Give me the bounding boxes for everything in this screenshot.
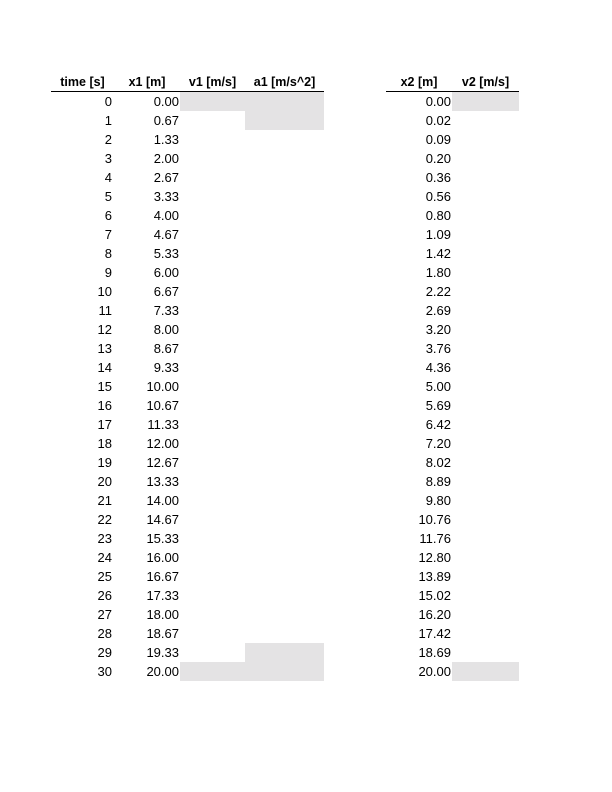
- v1-cell: [180, 567, 245, 586]
- x2-cell: 17.42: [418, 626, 451, 641]
- v2-header: v2 [m/s]: [461, 75, 510, 89]
- x1-cell: 6.67: [153, 284, 179, 299]
- x2-cell: 7.20: [425, 436, 451, 451]
- x1-cell: 3.33: [153, 189, 179, 204]
- x2-cell: 0.56: [425, 189, 451, 204]
- table-row: [51, 396, 324, 415]
- a1-cell: [245, 320, 324, 339]
- x2-cell: 8.02: [425, 455, 451, 470]
- v1-cell: [180, 510, 245, 529]
- x2-cell: 12.80: [418, 550, 451, 565]
- v1-cell: [180, 301, 245, 320]
- time-cell: 23: [97, 531, 112, 546]
- a1-cell: [245, 396, 324, 415]
- time-cell: 3: [104, 151, 112, 166]
- v1-cell: [180, 624, 245, 643]
- table-row: [386, 92, 519, 111]
- time-cell: 27: [97, 607, 112, 622]
- a1-cell: [245, 130, 324, 149]
- time-cell: 21: [97, 493, 112, 508]
- table-row: [386, 491, 519, 510]
- v2-cell: [452, 434, 519, 453]
- x1-cell: 12.67: [146, 455, 179, 470]
- time-cell: 22: [97, 512, 112, 527]
- a1-cell: [245, 529, 324, 548]
- a1-cell: [245, 510, 324, 529]
- x1-cell: 0.00: [153, 94, 179, 109]
- table-row: [386, 339, 519, 358]
- time-cell: 29: [97, 645, 112, 660]
- table-row: [51, 453, 324, 472]
- v1-cell: [180, 529, 245, 548]
- a1-cell: [245, 358, 324, 377]
- v2-cell: [452, 187, 519, 206]
- a1-cell: [245, 453, 324, 472]
- v1-cell: [180, 472, 245, 491]
- v1-cell: [180, 605, 245, 624]
- time-cell: 7: [104, 227, 112, 242]
- v2-cell: [452, 301, 519, 320]
- table-row: [51, 434, 324, 453]
- table-row: [386, 662, 519, 681]
- v2-cell: [452, 415, 519, 434]
- x2-cell: 3.76: [425, 341, 451, 356]
- v2-cell: [452, 548, 519, 567]
- x1-cell: 4.00: [153, 208, 179, 223]
- v1-cell: [180, 377, 245, 396]
- x2-cell: 20.00: [418, 664, 451, 679]
- x2-cell: 5.69: [425, 398, 451, 413]
- time-cell: 17: [97, 417, 112, 432]
- x2-cell: 15.02: [418, 588, 451, 603]
- table-row: [386, 130, 519, 149]
- x2-cell: 0.20: [425, 151, 451, 166]
- table-row: [51, 187, 324, 206]
- v2-cell: [452, 339, 519, 358]
- table-row: [51, 301, 324, 320]
- x2-cell: 2.69: [425, 303, 451, 318]
- v2-cell: [452, 111, 519, 130]
- x1-cell: 12.00: [146, 436, 179, 451]
- time-cell: 26: [97, 588, 112, 603]
- a1-cell: [245, 377, 324, 396]
- time-cell: 28: [97, 626, 112, 641]
- a1-cell: [245, 149, 324, 168]
- x1-cell: 10.67: [146, 398, 179, 413]
- table-row: [386, 605, 519, 624]
- x1-cell: 5.33: [153, 246, 179, 261]
- x2-cell: 9.80: [425, 493, 451, 508]
- table-row: [386, 453, 519, 472]
- x1-cell: 7.33: [153, 303, 179, 318]
- v2-cell: [452, 529, 519, 548]
- v1-cell: [180, 244, 245, 263]
- x1-cell: 8.67: [153, 341, 179, 356]
- a1-cell: [245, 662, 324, 681]
- v1-cell: [180, 434, 245, 453]
- table-row: [51, 586, 324, 605]
- time-cell: 11: [98, 303, 112, 318]
- time-cell: 1: [104, 113, 112, 128]
- table-row: [51, 320, 324, 339]
- table-row: [386, 567, 519, 586]
- x1-cell: 18.00: [146, 607, 179, 622]
- x2-cell: 2.22: [425, 284, 451, 299]
- a1-cell: [245, 548, 324, 567]
- v1-cell: [180, 320, 245, 339]
- v2-cell: [452, 206, 519, 225]
- time-cell: 18: [97, 436, 112, 451]
- a1-cell: [245, 282, 324, 301]
- time-cell: 6: [104, 208, 112, 223]
- a1-cell: [245, 624, 324, 643]
- v1-cell: [180, 282, 245, 301]
- a1-cell: [245, 206, 324, 225]
- table-row: [51, 624, 324, 643]
- time-cell: 24: [97, 550, 112, 565]
- a1-cell: [245, 92, 324, 111]
- x1-cell: 19.33: [146, 645, 179, 660]
- table-row: [51, 168, 324, 187]
- time-cell: 25: [97, 569, 112, 584]
- table-row: [51, 491, 324, 510]
- table-row: [386, 111, 519, 130]
- table-row: [51, 358, 324, 377]
- x1-cell: 9.33: [153, 360, 179, 375]
- v1-cell: [180, 92, 245, 111]
- time-cell: 14: [97, 360, 112, 375]
- table-row: [51, 130, 324, 149]
- x1-cell: 2.67: [153, 170, 179, 185]
- v1-cell: [180, 548, 245, 567]
- v1-cell: [180, 415, 245, 434]
- table-row: [386, 358, 519, 377]
- v1-cell: [180, 187, 245, 206]
- a1-cell: [245, 168, 324, 187]
- a1-cell: [245, 263, 324, 282]
- v1-header: v1 [m/s]: [188, 75, 237, 89]
- x2-cell: 1.09: [425, 227, 451, 242]
- time-cell: 30: [97, 664, 112, 679]
- x2-cell: 8.89: [425, 474, 451, 489]
- x1-cell: 0.67: [153, 113, 179, 128]
- v2-cell: [452, 643, 519, 662]
- a1-cell: [245, 586, 324, 605]
- v1-cell: [180, 491, 245, 510]
- x2-cell: 0.00: [425, 94, 451, 109]
- x2-cell: 0.80: [425, 208, 451, 223]
- a1-cell: [245, 244, 324, 263]
- time-cell: 2: [104, 132, 112, 147]
- table-row: [51, 548, 324, 567]
- table-row: [386, 377, 519, 396]
- x2-cell: 13.89: [418, 569, 451, 584]
- x1-cell: 8.00: [153, 322, 179, 337]
- a1-cell: [245, 339, 324, 358]
- time-cell: 10: [97, 284, 112, 299]
- v1-cell: [180, 662, 245, 681]
- x2-cell: 4.36: [425, 360, 451, 375]
- v2-cell: [452, 282, 519, 301]
- table-row: [386, 586, 519, 605]
- x1-cell: 18.67: [146, 626, 179, 641]
- v2-cell: [452, 453, 519, 472]
- table-row: [51, 339, 324, 358]
- table-row: [386, 624, 519, 643]
- table-row: [51, 415, 324, 434]
- x2-cell: 0.09: [425, 132, 451, 147]
- x1-cell: 16.00: [146, 550, 179, 565]
- table-row: [51, 263, 324, 282]
- v2-cell: [452, 396, 519, 415]
- x1-cell: 16.67: [146, 569, 179, 584]
- time-cell: 16: [97, 398, 112, 413]
- a1-cell: [245, 415, 324, 434]
- v2-cell: [452, 149, 519, 168]
- table-2-body: [386, 92, 519, 681]
- time-cell: 20: [97, 474, 112, 489]
- x1-cell: 14.67: [146, 512, 179, 527]
- table-row: [386, 643, 519, 662]
- a1-cell: [245, 472, 324, 491]
- table-row: [51, 643, 324, 662]
- table-row: [386, 320, 519, 339]
- x2-cell: 10.76: [418, 512, 451, 527]
- v2-cell: [452, 624, 519, 643]
- x1-cell: 4.67: [153, 227, 179, 242]
- table-row: [386, 149, 519, 168]
- v1-cell: [180, 225, 245, 244]
- table-row: [386, 396, 519, 415]
- v2-cell: [452, 320, 519, 339]
- x2-cell: 11.76: [419, 531, 451, 546]
- time-cell: 12: [97, 322, 112, 337]
- a1-cell: [245, 187, 324, 206]
- v2-cell: [452, 605, 519, 624]
- a1-cell: [245, 643, 324, 662]
- motion-table-2: [386, 74, 519, 681]
- x2-cell: 5.00: [425, 379, 451, 394]
- table-row: [386, 263, 519, 282]
- time-header: time [s]: [60, 75, 105, 89]
- table-row: [51, 92, 324, 111]
- table-2-header: [386, 74, 519, 92]
- v2-cell: [452, 377, 519, 396]
- time-cell: 4: [104, 170, 112, 185]
- v1-cell: [180, 206, 245, 225]
- v2-cell: [452, 662, 519, 681]
- x2-cell: 1.42: [425, 246, 451, 261]
- v2-cell: [452, 358, 519, 377]
- v1-cell: [180, 168, 245, 187]
- v2-cell: [452, 92, 519, 111]
- x2-header: x2 [m]: [400, 75, 438, 89]
- table-row: [386, 301, 519, 320]
- time-cell: 19: [97, 455, 112, 470]
- x1-cell: 17.33: [146, 588, 179, 603]
- time-cell: 5: [104, 189, 112, 204]
- table-1-body: [51, 92, 324, 681]
- v1-cell: [180, 111, 245, 130]
- x1-cell: 11.33: [147, 417, 179, 432]
- table-row: [51, 662, 324, 681]
- table-row: [51, 377, 324, 396]
- v2-cell: [452, 491, 519, 510]
- table-row: [386, 282, 519, 301]
- table-row: [51, 282, 324, 301]
- x2-cell: 1.80: [425, 265, 451, 280]
- table-row: [51, 225, 324, 244]
- table-row: [386, 529, 519, 548]
- v1-cell: [180, 263, 245, 282]
- table-row: [51, 206, 324, 225]
- table-row: [51, 472, 324, 491]
- x1-cell: 20.00: [146, 664, 179, 679]
- time-cell: 13: [97, 341, 112, 356]
- x1-cell: 10.00: [146, 379, 179, 394]
- x1-cell: 1.33: [153, 132, 179, 147]
- time-cell: 15: [97, 379, 112, 394]
- table-row: [386, 510, 519, 529]
- a1-cell: [245, 301, 324, 320]
- v2-cell: [452, 567, 519, 586]
- x2-cell: 16.20: [418, 607, 451, 622]
- a1-cell: [245, 605, 324, 624]
- v2-cell: [452, 510, 519, 529]
- time-cell: 9: [104, 265, 112, 280]
- v1-cell: [180, 396, 245, 415]
- x1-cell: 15.33: [146, 531, 179, 546]
- v2-cell: [452, 472, 519, 491]
- time-cell: 8: [104, 246, 112, 261]
- x1-header: x1 [m]: [128, 75, 166, 89]
- table-row: [386, 187, 519, 206]
- table-row: [51, 567, 324, 586]
- v2-cell: [452, 586, 519, 605]
- x2-cell: 18.69: [418, 645, 451, 660]
- table-row: [386, 168, 519, 187]
- table-row: [386, 434, 519, 453]
- x2-cell: 6.42: [425, 417, 451, 432]
- table-row: [51, 244, 324, 263]
- v2-cell: [452, 168, 519, 187]
- table-row: [386, 548, 519, 567]
- table-row: [51, 149, 324, 168]
- v1-cell: [180, 149, 245, 168]
- v1-cell: [180, 358, 245, 377]
- a1-cell: [245, 567, 324, 586]
- v2-cell: [452, 130, 519, 149]
- x2-cell: 0.36: [425, 170, 451, 185]
- a1-cell: [245, 434, 324, 453]
- x1-cell: 13.33: [146, 474, 179, 489]
- v2-cell: [452, 244, 519, 263]
- table-1-header: [51, 74, 324, 92]
- v2-cell: [452, 263, 519, 282]
- table-row: [51, 529, 324, 548]
- v1-cell: [180, 643, 245, 662]
- motion-table-1: [51, 74, 324, 681]
- table-row: [386, 244, 519, 263]
- table-row: [386, 472, 519, 491]
- v1-cell: [180, 339, 245, 358]
- a1-cell: [245, 225, 324, 244]
- table-row: [386, 206, 519, 225]
- v2-cell: [452, 225, 519, 244]
- x2-cell: 0.02: [425, 113, 451, 128]
- v1-cell: [180, 586, 245, 605]
- a1-cell: [245, 111, 324, 130]
- x1-cell: 6.00: [153, 265, 179, 280]
- x2-cell: 3.20: [425, 322, 451, 337]
- table-row: [386, 415, 519, 434]
- v1-cell: [180, 453, 245, 472]
- time-cell: 0: [104, 94, 112, 109]
- a1-cell: [245, 491, 324, 510]
- table-row: [51, 111, 324, 130]
- table-row: [51, 510, 324, 529]
- v1-cell: [180, 130, 245, 149]
- table-row: [386, 225, 519, 244]
- table-row: [51, 605, 324, 624]
- a1-header: a1 [m/s^2]: [253, 75, 316, 89]
- x1-cell: 2.00: [153, 151, 179, 166]
- x1-cell: 14.00: [146, 493, 179, 508]
